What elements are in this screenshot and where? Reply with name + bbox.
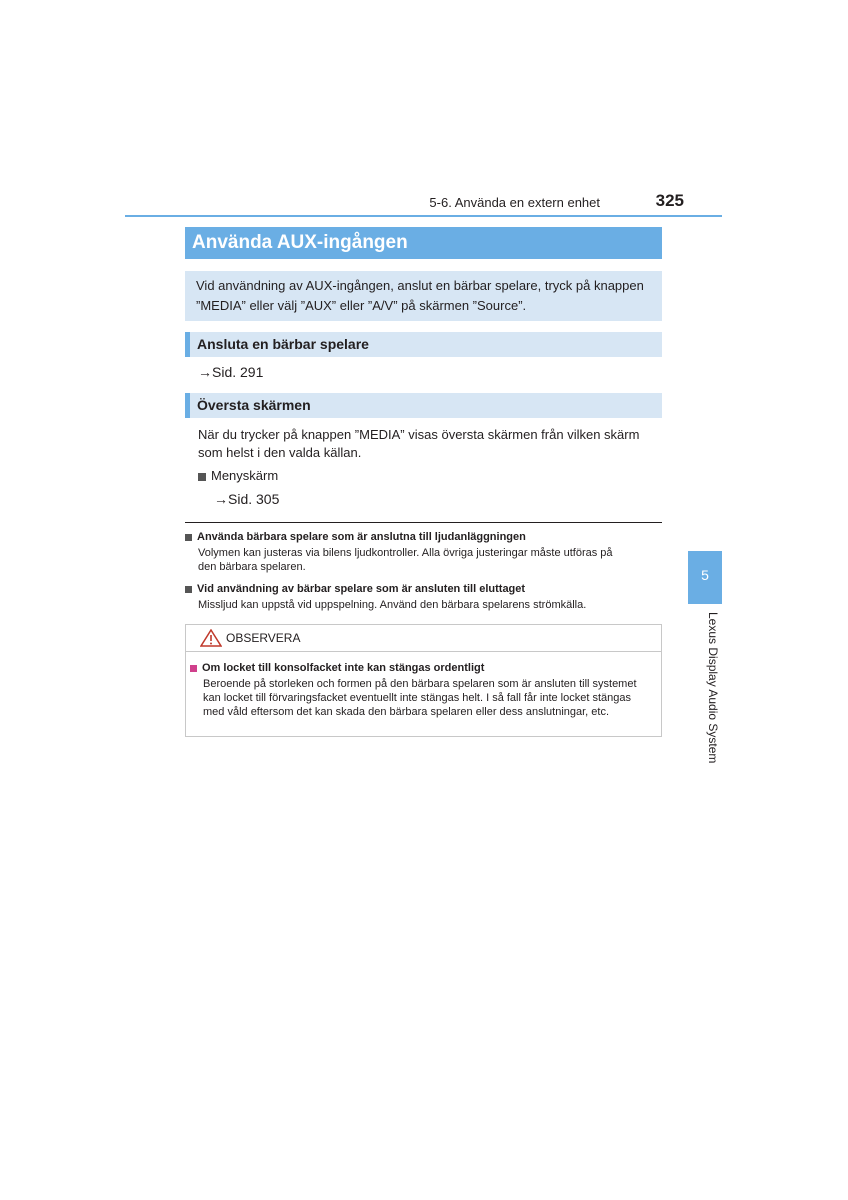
intro-line: ”MEDIA” eller välj ”AUX” eller ”A/V” på skärmen ”Source”. [196, 298, 527, 313]
bullet-square-icon [185, 586, 192, 593]
bullet-square-icon [198, 473, 206, 481]
page-reference-link[interactable]: →Sid. 305 [214, 491, 280, 507]
note-line: Volymen kan justeras via bilens ljudkontroller. Alla övriga justeringar måste utföras på [198, 547, 613, 559]
caution-header [186, 625, 661, 652]
body-line: som helst i den valda källan. [198, 445, 362, 460]
bullet-square-icon [185, 534, 192, 541]
header-divider [125, 215, 722, 217]
page-number: 325 [655, 191, 684, 210]
note-line: den bärbara spelaren. [198, 561, 306, 573]
caution-line: med våld eftersom det kan skada den bärbara spelaren eller dess anslutningar, etc. [203, 706, 610, 718]
caution-box [185, 624, 662, 737]
note-line: Missljud kan uppstå vid uppspelning. Använd den bärbara spelarens strömkälla. [198, 599, 587, 611]
page-title: Använda AUX-ingången [185, 227, 662, 259]
caution-line: kan locket till förvaringsfacket eventuellt inte stängas helt. I så fall får inte locket stängas [203, 692, 632, 704]
warning-triangle-icon [200, 629, 222, 647]
menu-screen-label: Menyskärm [211, 468, 279, 483]
caution-label: OBSERVERA [226, 631, 301, 645]
section-heading-top-screen: Översta skärmen [185, 393, 662, 418]
caution-line: Beroende på storleken och formen på den bärbara spelaren som är ansluten till systemet [203, 678, 637, 690]
caution-heading: Om locket till konsolfacket inte kan stängas ordentligt [202, 662, 485, 674]
note-item [185, 531, 662, 574]
bullet-square-icon [190, 665, 197, 672]
intro-box [185, 271, 662, 321]
note-heading: Vid användning av bärbar spelare som är ansluten till eluttaget [197, 583, 526, 595]
body-line: När du trycker på knappen ”MEDIA” visas översta skärmen från vilken skärm [198, 427, 640, 442]
notes-divider [185, 522, 662, 523]
chapter-tab[interactable]: 5 [688, 551, 722, 604]
menu-screen-item [198, 468, 278, 483]
top-screen-description [198, 426, 660, 462]
running-header-section: 5-6. Använda en extern enhet [429, 195, 600, 210]
note-heading: Använda bärbara spelare som är anslutna till ljudanläggningen [197, 531, 526, 543]
page-reference-link[interactable]: →Sid. 291 [198, 364, 264, 380]
intro-line: Vid användning av AUX-ingången, anslut en bärbar spelare, tryck på knappen [196, 278, 644, 293]
chapter-title-vertical: Lexus Display Audio System [706, 612, 720, 764]
section-heading-connect: Ansluta en bärbar spelare [185, 332, 662, 357]
note-item [185, 583, 662, 612]
